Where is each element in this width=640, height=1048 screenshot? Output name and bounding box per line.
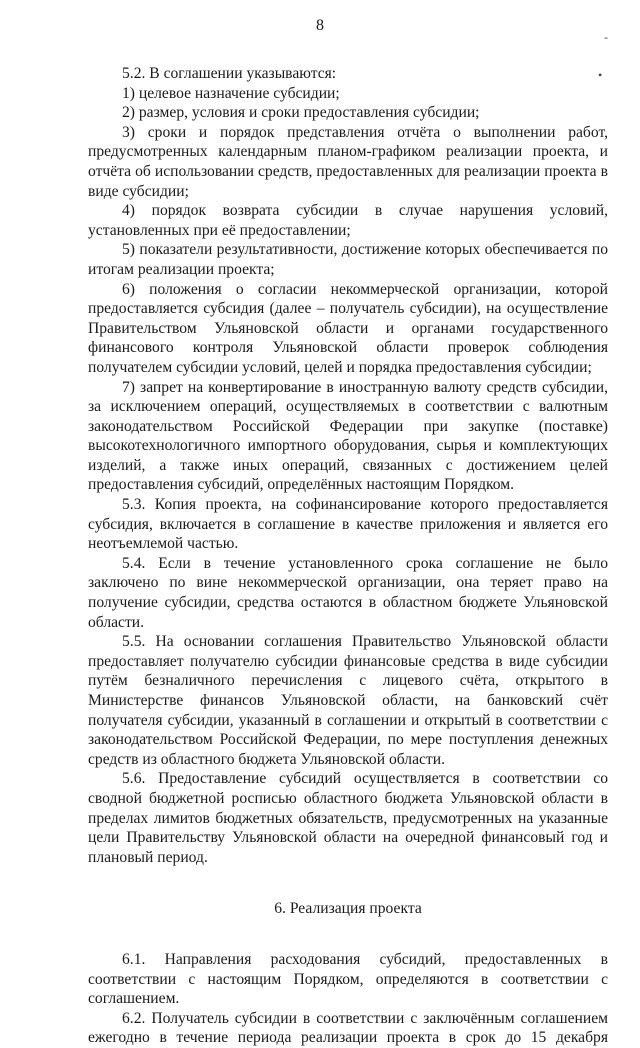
paragraph: 5.3. Копия проекта, на софинансирование которого предоставляется субсидия, включается в соглашение в качестве приложения и является его неотъемлемой частью. [88, 496, 608, 553]
list-item: 7) запрет на конвертирование в иностранную валюту средств субсидии, за исключением операций, осуществляемых в соответствии с валютным законодательством Российской Федерации при закупке (поставке) высокотехнологичного импортного оборудования, сырья и комплектующих изделий, а также иных операций, связанных с достижением целей предоставления субсидий, определённых настоящим Порядком. [88, 378, 608, 494]
paragraph: 5.4. Если в течение установленного срока соглашение не было заключено по вине некоммерческой организации, она теряет право на получение субсидии, средства остаются в областном бюджете Ульяновской области. [88, 554, 608, 631]
paragraph: 6.1. Направления расходования субсидий, предоставленных в соответствии с настоящим Порядком, определяются в соответствии с соглашением. [88, 950, 608, 1008]
section-heading: 6. Реализация проекта [274, 900, 422, 918]
paragraph: 5.5. На основании соглашения Правительство Ульяновской области предоставляет получателю субсидии финансовые средства в виде субсидии путём безналичного перечисления с лицевого счёта, открытого в Министерстве финансов Ульяновской области, на банковский счёт получателя субсидии, указанный в соглашении и открытый в соответствии с законодательством Российской Федерации, по мере поступления денежных средств из областного бюджета Ульяновской области. [88, 633, 608, 768]
list-item: 4) порядок возврата субсидии в случае нарушения условий, установленных при её предоставлении; [88, 202, 608, 239]
scan-mark-top: - [604, 30, 608, 44]
list-item: 3) сроки и порядок представления отчёта о выполнении работ, предусмотренных календарным планом-графиком реализации проекта, и отчёта об использовании средств, предоставленных для реализации проекта в виде субсидии; [88, 123, 608, 200]
list-item: 5) показатели результативности, достижение которых обеспечивается по итогам реализации проекта; [88, 241, 608, 278]
paragraph: 5.2. В соглашении указываются: [122, 65, 337, 82]
page-number: 8 [316, 17, 324, 34]
document-body [88, 64, 608, 1048]
scan-mark-right: • [598, 68, 603, 82]
list-item: 2) размер, условия и сроки предоставления субсидии; [122, 104, 480, 122]
list-item: 1) целевое назначение субсидии; [122, 84, 340, 102]
paragraph: 5.6. Предоставление субсидий осуществляется в соответствии со сводной бюджетной росписью областного бюджета Ульяновской области в пределах лимитов бюджетных обязательств, предусмотренных на указанные цели Правительству Ульяновской области на очередной финансовый год и плановый период. [88, 770, 608, 866]
list-item: 6) положения о согласии некоммерческой организации, которой предоставляется субсидия (далее – получатель субсидии), на осуществление Правительством Ульяновской области и органами государственного финансового контроля Ульяновской области проверок соблюдения получателем субсидии условий, целей и порядка предоставления субсидии; [88, 280, 608, 376]
paragraph: 6.2. Получатель субсидии в соответствии с заключённым соглашением ежегодно в течение периода реализации проекта в срок до 15 декабря [88, 1009, 608, 1047]
